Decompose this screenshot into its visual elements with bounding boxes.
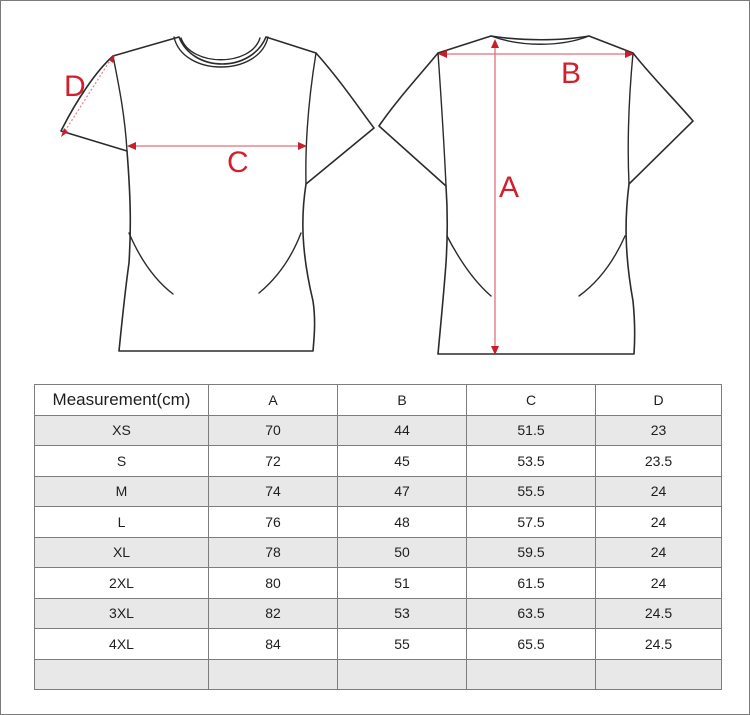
table-cell: 78 (209, 537, 338, 568)
column-header-b: B (338, 385, 467, 416)
table-cell: 53 (338, 598, 467, 629)
table-cell: 51.5 (467, 415, 596, 446)
table-cell: 48 (338, 507, 467, 538)
table-cell: 44 (338, 415, 467, 446)
size-cell (35, 659, 209, 690)
table-cell: 72 (209, 446, 338, 477)
dimension-c-label: C (227, 146, 249, 179)
table-cell (209, 659, 338, 690)
table-cell: 23.5 (596, 446, 722, 477)
table-cell: 65.5 (467, 629, 596, 660)
table-cell: 74 (209, 476, 338, 507)
table-cell: 45 (338, 446, 467, 477)
dimension-a-label: A (499, 171, 520, 204)
table-cell: 80 (209, 568, 338, 599)
size-cell: M (35, 476, 209, 507)
table-cell: 23 (596, 415, 722, 446)
table-cell: 61.5 (467, 568, 596, 599)
table-cell (338, 659, 467, 690)
table-cell: 63.5 (467, 598, 596, 629)
table-cell: 24.5 (596, 598, 722, 629)
table-cell: 76 (209, 507, 338, 538)
table-cell: 70 (209, 415, 338, 446)
size-measurement-table (34, 384, 722, 690)
table-cell: 24 (596, 537, 722, 568)
column-header-c: C (467, 385, 596, 416)
table-row (35, 415, 722, 446)
table-header-row (35, 385, 722, 416)
table-cell: 53.5 (467, 446, 596, 477)
table-row (35, 629, 722, 660)
table-cell: 51 (338, 568, 467, 599)
size-cell: XS (35, 415, 209, 446)
size-cell: 2XL (35, 568, 209, 599)
dimension-d-label: D (64, 70, 86, 103)
table-cell: 82 (209, 598, 338, 629)
table-row-empty (35, 659, 722, 690)
size-cell: 4XL (35, 629, 209, 660)
size-cell: XL (35, 537, 209, 568)
front-tshirt-drawing (61, 37, 374, 351)
table-cell: 47 (338, 476, 467, 507)
size-cell: 3XL (35, 598, 209, 629)
size-cell: L (35, 507, 209, 538)
table-cell: 24 (596, 507, 722, 538)
table-cell: 24.5 (596, 629, 722, 660)
size-cell: S (35, 446, 209, 477)
table-cell: 84 (209, 629, 338, 660)
column-header-a: A (209, 385, 338, 416)
table-row (35, 568, 722, 599)
front-tshirt-body (61, 37, 374, 351)
column-header-measurement: Measurement(cm) (35, 385, 209, 416)
dimension-b-label: B (561, 57, 582, 90)
table-row (35, 598, 722, 629)
table-row (35, 537, 722, 568)
table-cell (467, 659, 596, 690)
table-cell: 57.5 (467, 507, 596, 538)
table-cell: 24 (596, 476, 722, 507)
table-row (35, 446, 722, 477)
back-tshirt-drawing (379, 36, 693, 354)
table-cell: 24 (596, 568, 722, 599)
table-cell: 55.5 (467, 476, 596, 507)
table-cell (596, 659, 722, 690)
table-cell: 59.5 (467, 537, 596, 568)
table-row (35, 507, 722, 538)
table-row (35, 476, 722, 507)
tshirt-measurement-diagram (1, 1, 749, 371)
column-header-d: D (596, 385, 722, 416)
table-cell: 55 (338, 629, 467, 660)
back-tshirt-body (379, 36, 693, 354)
table-cell: 50 (338, 537, 467, 568)
